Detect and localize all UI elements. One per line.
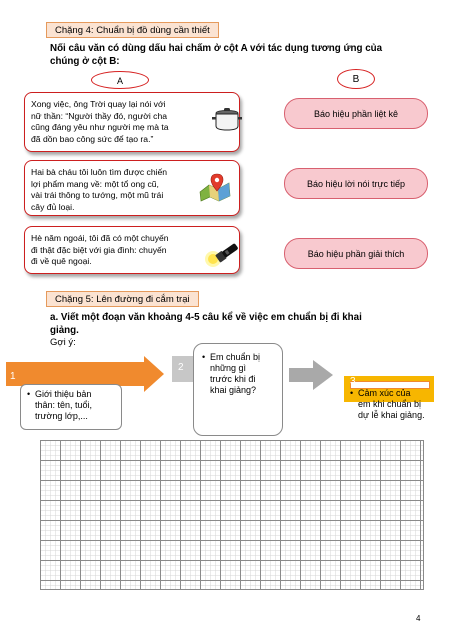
step3-bullet: •: [350, 388, 354, 398]
map-pin-icon: [198, 172, 232, 202]
step1-line: trường lớp,...: [35, 411, 88, 421]
step1-bullet: •: [27, 389, 31, 399]
stage5-tag: [46, 291, 199, 307]
a-item-2-line: vài trái thông to tướng, một mũ trái: [31, 190, 164, 200]
a-item-2-line: cây đủ loại.: [31, 201, 75, 212]
stage4-tag: [46, 22, 219, 38]
writing-grid[interactable]: [40, 440, 424, 590]
step3-line: dự lễ khai giảng.: [358, 410, 425, 420]
a-item-3-line: Hè năm ngoái, tôi đã có một chuyến: [31, 233, 169, 243]
step3-line: Cảm xúc của: [358, 388, 411, 398]
task-line-1: a. Viết một đoạn văn khoảng 4-5 câu kể về việc em chuẩn bị đi khai: [50, 312, 362, 323]
a-item-1-line: đã dồn bao công sức để tạo ra.”: [31, 133, 154, 144]
step2-line: Em chuẩn bị: [210, 352, 261, 362]
step3-card: [350, 388, 434, 421]
stage4-instruction: [50, 42, 430, 68]
step2-bullet: •: [202, 352, 206, 362]
task-line-2: giảng.: [50, 325, 79, 336]
a-item-1[interactable]: [24, 92, 240, 152]
step2-line: những gì: [210, 363, 247, 373]
a-item-1-line: Xong việc, ông Trời quay lại nói với: [31, 99, 166, 109]
column-a-text: A: [116, 76, 123, 86]
b-item-2[interactable]: [284, 168, 428, 199]
a-item-2-line: Hai bà cháu tôi luôn tìm được chiến: [31, 167, 168, 177]
b-item-3-text: Báo hiệu phần giải thích: [307, 248, 405, 259]
a-item-3-line: đi thật đặc biệt với gia đình: chuyến: [31, 244, 167, 255]
step3-number: 3: [350, 376, 356, 387]
b-item-1[interactable]: [284, 98, 428, 129]
a-item-1-line: nữ thần: “Người thầy đó, người cha: [31, 110, 168, 121]
a-item-2-line: lợi phẩm mang về: một tổ ong cũ,: [31, 178, 159, 189]
column-b-text: B: [352, 74, 360, 85]
step1-number: 1: [10, 371, 16, 382]
step1-line: Giới thiệu bản: [35, 389, 92, 399]
hint-label: Gợi ý:: [50, 337, 76, 348]
step1-card: [20, 384, 122, 430]
step3-line: em khi chuẩn bị: [358, 399, 422, 409]
instruction-line-2: chúng ở cột B:: [50, 56, 120, 67]
pot-icon: [212, 108, 242, 132]
b-item-2-text: Báo hiệu lời nói trực tiếp: [307, 178, 405, 189]
step2-card: [193, 343, 283, 436]
b-item-3[interactable]: [284, 238, 428, 269]
stage4-tag-text: Chặng 4: Chuẩn bị đồ dùng cần thiết: [55, 25, 210, 36]
stage5-task: [50, 311, 435, 337]
step2-line: trước khi đi: [210, 374, 256, 384]
column-b-label: [337, 69, 375, 89]
flashlight-icon: [204, 238, 242, 268]
page-number: 4: [416, 614, 421, 623]
b-item-1-text: Báo hiệu phần liệt kê: [313, 108, 399, 119]
step2-number: 2: [178, 362, 184, 373]
a-item-1-line: cũng đáng yêu như người mẹ mà ta: [31, 122, 169, 132]
stage5-tag-text: Chặng 5: Lên đường đi cắm trại: [55, 294, 190, 305]
step2-line: khai giảng?: [210, 385, 257, 395]
step2-arrow: [289, 360, 333, 390]
instruction-line-1: Nối câu văn có dùng dấu hai chấm ở cột A với tác dụng tương ứng của: [50, 43, 383, 54]
column-a-label: [91, 71, 149, 89]
step1-line: thân: tên, tuổi,: [35, 400, 93, 410]
a-item-3-line: đi về quê ngoại.: [31, 256, 92, 266]
